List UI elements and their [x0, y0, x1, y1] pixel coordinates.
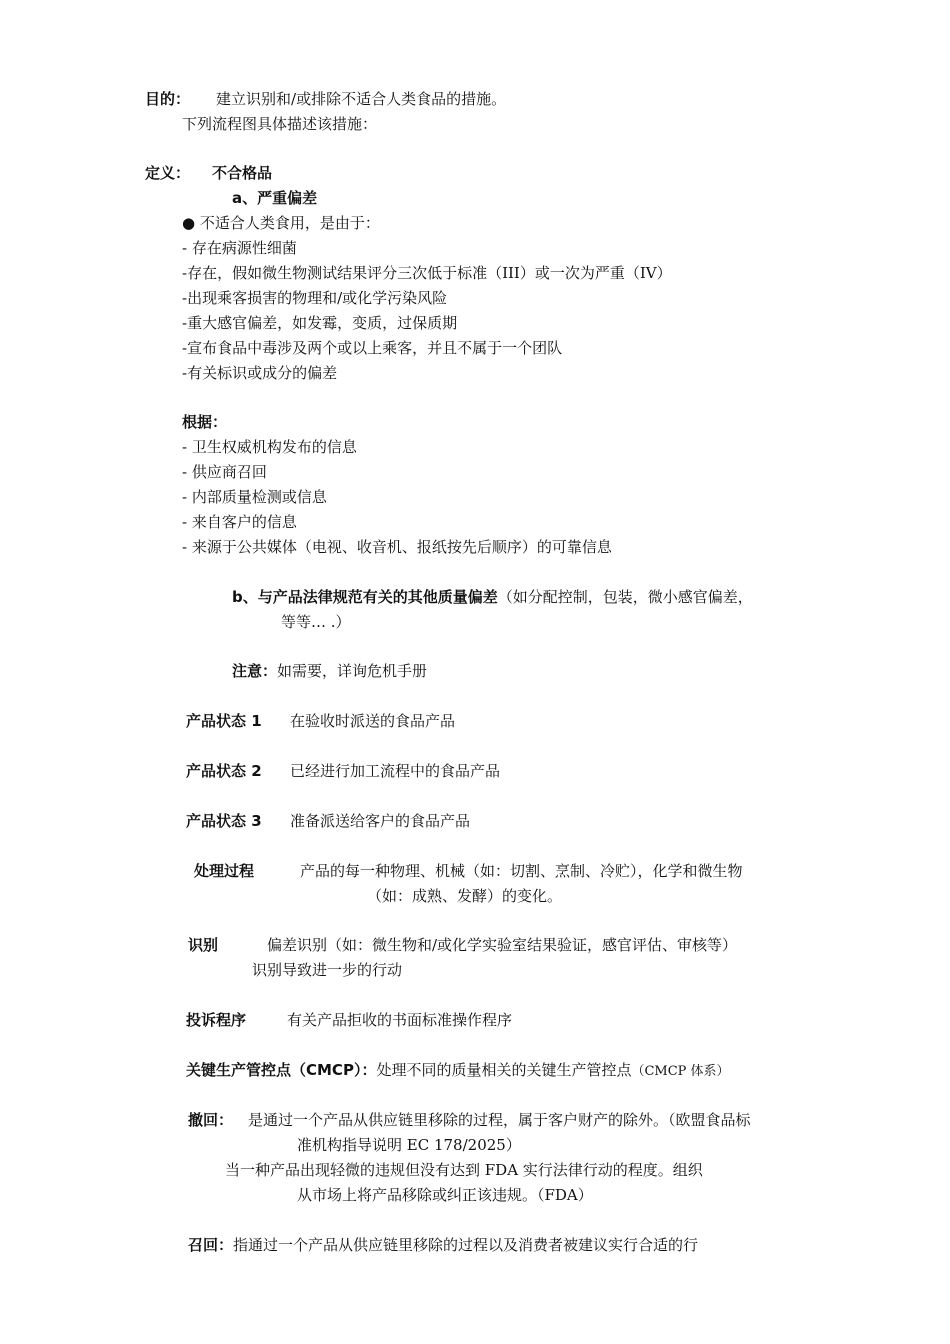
- cmcp-label: 关键生产管控点（CMCP）：: [186, 1061, 377, 1079]
- complaint-text: 有关产品拒收的书面标准操作程序: [287, 1011, 513, 1029]
- withdrawal-label: 撤回：: [188, 1111, 234, 1129]
- process-text: 产品的每一种物理、机械（如：切割、烹制、冷贮），化学和微生物: [300, 862, 743, 880]
- identify-line: [188, 935, 737, 955]
- definition-item: -宣布食品中毒涉及两个或以上乘客，并且不属于一个团队: [182, 339, 563, 357]
- product-state-label: 产品状态 3: [186, 812, 262, 830]
- complaint-label: 投诉程序: [186, 1011, 247, 1029]
- product-state-text: 在验收时派送的食品产品: [290, 712, 456, 730]
- recall-line: [188, 1235, 698, 1255]
- product-state-label: 产品状态 1: [186, 712, 262, 730]
- other-deviation-text: （如分配控制，包装，微小感官偏差，: [497, 588, 753, 606]
- basis-item: - 卫生权威机构发布的信息: [182, 438, 357, 456]
- definition-item: - 存在病源性细菌: [182, 239, 297, 257]
- purpose-text: 建立识别和/或排除不适合人类食品的措施。: [216, 90, 507, 108]
- product-state-row: [186, 811, 470, 831]
- product-state-text: 已经进行加工流程中的食品产品: [290, 762, 501, 780]
- purpose-subtext: 下列流程图具体描述该措施：: [182, 115, 378, 133]
- product-state-text: 准备派送给客户的食品产品: [290, 812, 471, 830]
- definition-item: -出现乘客损害的物理和/或化学污染风险: [182, 289, 448, 307]
- withdrawal-text-4: 从市场上将产品移除或纠正该违规。（FDA）: [297, 1186, 593, 1204]
- basis-item: - 内部质量检测或信息: [182, 488, 327, 506]
- unfit-bullet: ● 不适合人类食用，是由于：: [182, 214, 380, 232]
- purpose-line: [145, 89, 506, 109]
- other-deviation-text-2: 等等… .）: [281, 613, 351, 631]
- process-label: 处理过程: [194, 862, 255, 880]
- identify-label: 识别: [188, 936, 219, 954]
- cmcp-line: [186, 1060, 730, 1082]
- note-line: [232, 661, 427, 681]
- definition-item: -存在，假如微生物测试结果评分三次低于标准（III）或一次为严重（IV）: [182, 264, 672, 282]
- definition-item: -有关标识或成分的偏差: [182, 364, 338, 382]
- withdrawal-text-3: 当一种产品出现轻微的违规但没有达到 FDA 实行法律行动的程度。组织: [225, 1161, 703, 1179]
- withdrawal-line: [188, 1110, 751, 1130]
- identify-text: 偏差识别（如：微生物和/或化学实验室结果验证，感官评估、审核等）: [267, 936, 738, 954]
- definition-item: -重大感官偏差，如发霉，变质，过保质期: [182, 314, 458, 332]
- product-state-row: [186, 761, 500, 781]
- product-state-label: 产品状态 2: [186, 762, 262, 780]
- severe-deviation-title: a、严重偏差: [232, 189, 318, 207]
- withdrawal-text: 是通过一个产品从供应链里移除的过程，属于客户财产的除外。（欧盟食品标: [248, 1111, 751, 1129]
- purpose-label: 目的：: [145, 90, 191, 108]
- complaint-line: [186, 1010, 512, 1030]
- definition-line: [145, 163, 272, 183]
- process-line: [194, 861, 743, 881]
- basis-item: - 供应商召回: [182, 463, 267, 481]
- product-state-row: [186, 711, 455, 731]
- note-text: 如需要，详询危机手册: [277, 662, 428, 680]
- basis-item: - 来源于公共媒体（电视、收音机、报纸按先后顺序）的可靠信息: [182, 538, 612, 556]
- other-deviation-line: [232, 587, 753, 607]
- cmcp-text: 处理不同的质量相关的关键生产管控点: [376, 1061, 632, 1079]
- definition-label: 定义：: [145, 164, 191, 182]
- withdrawal-text-2: 准机构指导说明 EC 178/2025）: [297, 1136, 521, 1154]
- note-label: 注意：: [232, 662, 278, 680]
- process-text-2: （如：成熟、发酵）的变化。: [367, 887, 563, 905]
- identify-text-2: 识别导致进一步的行动: [252, 961, 403, 979]
- basis-item: - 来自客户的信息: [182, 513, 297, 531]
- basis-label: 根据：: [182, 413, 228, 431]
- other-deviation-title: b、与产品法律规范有关的其他质量偏差: [232, 588, 498, 606]
- recall-label: 召回：: [188, 1236, 234, 1254]
- definition-title: 不合格品: [212, 164, 273, 182]
- cmcp-suffix: （CMCP 体系）: [631, 1064, 730, 1079]
- recall-text: 指通过一个产品从供应链里移除的过程以及消费者被建议实行合适的行: [233, 1236, 699, 1254]
